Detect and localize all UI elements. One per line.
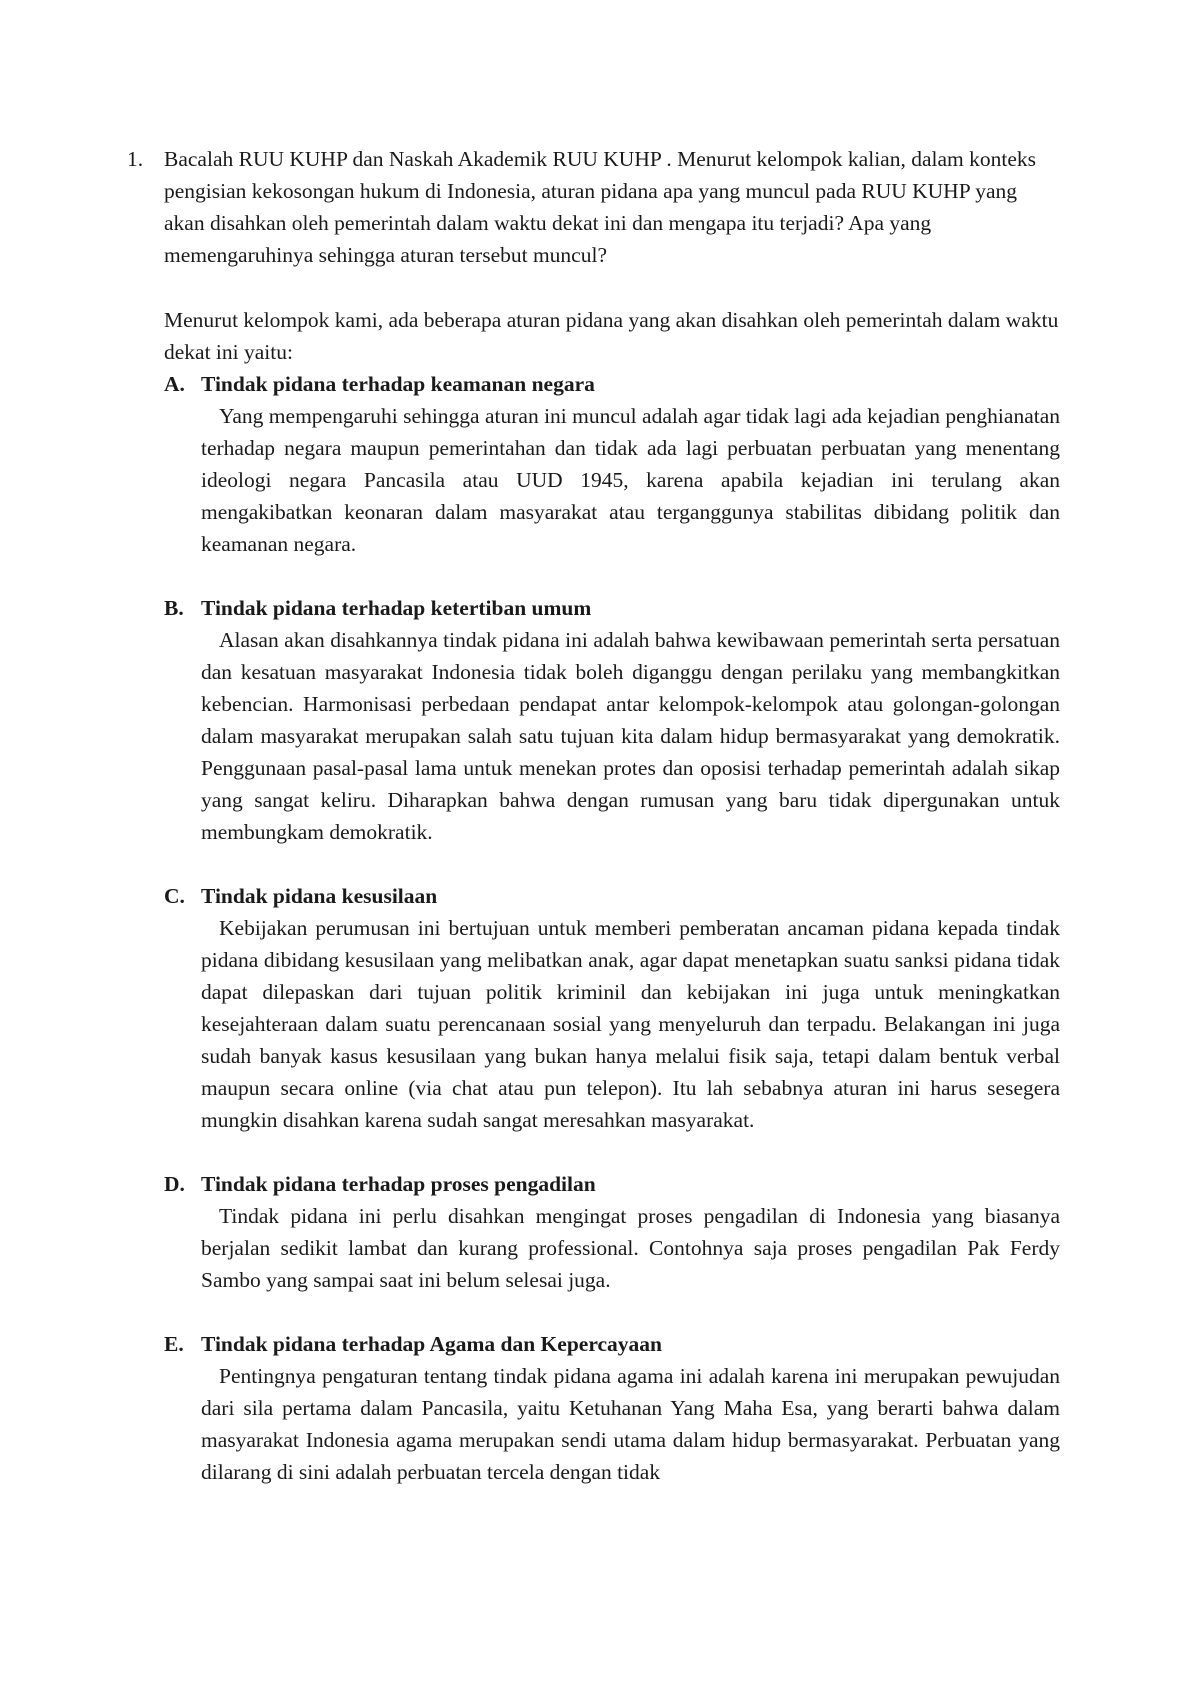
section-b (0, 592, 1060, 848)
section-title: Tindak pidana terhadap ketertiban umum (201, 596, 592, 620)
question-text: Bacalah RUU KUHP dan Naskah Akademik RUU KUHP . Menurut kelompok kalian, dalam konteks pengisian kekosongan hukum di Indonesia, aturan pidana apa yang muncul pada RUU KUHP yang akan disahkan oleh pemerintah dalam waktu dekat ini dan mengapa itu terjadi? Apa yang memengaruhinya sehingga aturan tersebut muncul? (164, 147, 1036, 267)
section-c (0, 880, 1060, 1136)
section-d (0, 1168, 1060, 1296)
section-a (0, 368, 1060, 560)
section-letter: A. (164, 372, 185, 396)
section-letter: D. (164, 1172, 185, 1196)
section-e (0, 1328, 1060, 1488)
section-heading (164, 368, 1060, 400)
section-heading (164, 880, 1060, 912)
question-item (0, 143, 1060, 271)
section-body: Alasan akan disahkannya tindak pidana ini adalah bahwa kewibawaan pemerintah serta persatuan dan kesatuan masyarakat Indonesia tidak boleh diganggu dengan perilaku yang membangkitkan kebencian. Harmonisasi perbedaan pendapat antar kelompok-kelompok atau golongan-golongan dalam masyarakat merupakan salah satu tujuan kita dalam hidup bermasyarakat yang demokratik. Penggunaan pasal-pasal lama untuk menekan protes dan oposisi terhadap pemerintah adalah sikap yang sangat keliru. Diharapkan bahwa dengan rumusan yang baru tidak dipergunakan untuk membungkam demokratik. (201, 628, 1060, 844)
section-body: Tindak pidana ini perlu disahkan mengingat proses pengadilan di Indonesia yang biasanya berjalan sedikit lambat dan kurang professional. Contohnya saja proses pengadilan Pak Ferdy Sambo yang sampai saat ini belum selesai juga. (201, 1204, 1060, 1292)
section-letter: B. (164, 596, 184, 620)
section-heading (164, 1328, 1060, 1360)
section-body: Yang mempengaruhi sehingga aturan ini muncul adalah agar tidak lagi ada kejadian penghianatan terhadap negara maupun pemerintahan dan tidak ada lagi perbuatan perbuatan yang menentang ideologi negara Pancasila atau UUD 1945, karena apabila kejadian ini terulang akan mengakibatkan keonaran dalam masyarakat atau terganggunya stabilitas dibidang politik dan keamanan negara. (201, 404, 1060, 556)
question-number: 1. (127, 147, 144, 171)
section-title: Tindak pidana kesusilaan (201, 884, 438, 908)
section-letter: E. (164, 1332, 184, 1356)
section-title: Tindak pidana terhadap Agama dan Kepercayaan (201, 1332, 662, 1356)
section-title: Tindak pidana terhadap proses pengadilan (201, 1172, 596, 1196)
section-heading (164, 1168, 1060, 1200)
section-letter: C. (164, 884, 185, 908)
intro-paragraph: Menurut kelompok kami, ada beberapa aturan pidana yang akan disahkan oleh pemerintah dalam waktu dekat ini yaitu: (164, 308, 1059, 364)
section-heading (164, 592, 1060, 624)
section-body: Kebijakan perumusan ini bertujuan untuk memberi pemberatan ancaman pidana kepada tindak pidana dibidang kesusilaan yang melibatkan anak, agar dapat menetapkan suatu sanksi pidana tidak dapat dilepaskan dari tujuan politik kriminil dan kebijakan ini juga untuk meningkatkan kesejahteraan dalam suatu perencanaan sosial yang menyeluruh dan terpadu. Belakangan ini juga sudah banyak kasus kesusilaan yang bukan hanya melalui fisik saja, tetapi dalam bentuk verbal maupun secara online (via chat atau pun telepon). Itu lah sebabnya aturan ini harus sesegera mungkin disahkan karena sudah sangat meresahkan masyarakat. (201, 916, 1060, 1132)
section-body: Pentingnya pengaturan tentang tindak pidana agama ini adalah karena ini merupakan pewujudan dari sila pertama dalam Pancasila, yaitu Ketuhanan Yang Maha Esa, yang berarti bahwa dalam masyarakat Indonesia agama merupakan sendi utama dalam hidup bermasyarakat. Perbuatan yang dilarang di sini adalah perbuatan tercela dengan tidak (201, 1364, 1060, 1484)
section-title: Tindak pidana terhadap keamanan negara (201, 372, 595, 396)
